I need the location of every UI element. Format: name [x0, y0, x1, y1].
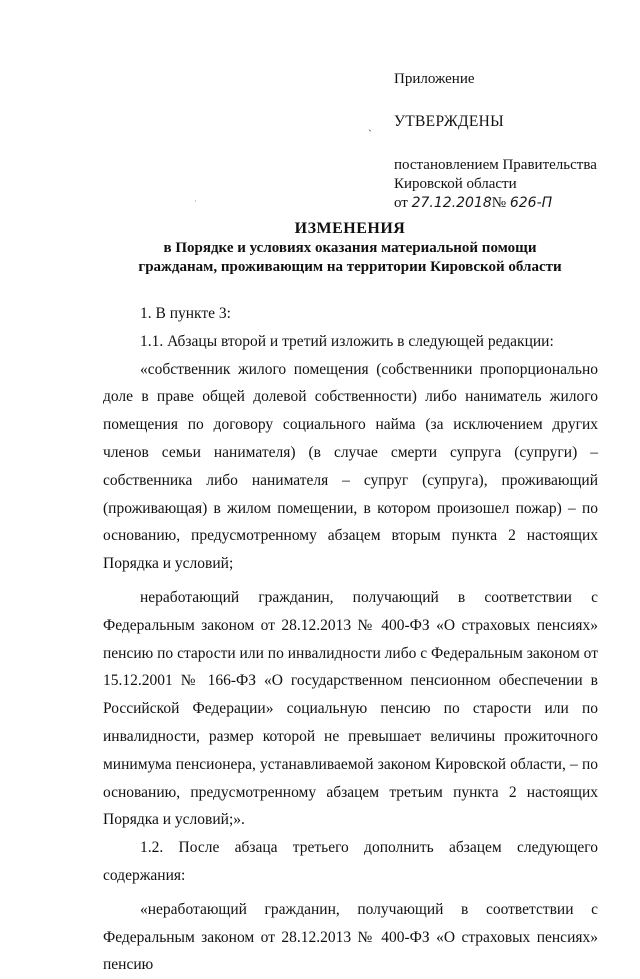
- scan-dot: ·: [194, 197, 197, 206]
- paragraph-owner: «собственник жилого помещения (собственники пропорционально доле в праве общей долевой собственности) либо наниматель жилого помещения по договору социального найма (за исключением других членов семьи нанимателя) (в случае смерти супруга (супруги) – собственника либо нанимателя – супруг (супруга), проживающий (проживающая) в жилом помещении, в котором произошел пожар) – по основанию, предусмотренному абзацем вторым пункта 2 настоящих Порядка и условий;: [103, 360, 598, 573]
- handwritten-date: 27.12.2018: [411, 195, 492, 211]
- approved-stamp-text: УТВЕРЖДЕНЫ: [394, 113, 504, 130]
- approval-block: [394, 70, 624, 213]
- decree-line-1: постановлением Правительства: [394, 157, 597, 173]
- paragraph-new-text: «неработающий гражданин, получающий в соответствии с Федеральным законом от 28.12.2013 № 400-ФЗ «О страховых пенсиях» пенсию: [103, 900, 598, 974]
- paragraph-item-1: 1. В пункте 3:: [140, 305, 231, 322]
- pen-mark: ˎ: [368, 118, 372, 132]
- handwritten-number: 626-П: [509, 195, 553, 211]
- heading-subtitle-line-1: в Порядке и условиях оказания материальной помощи: [163, 240, 537, 256]
- document-heading: [120, 219, 580, 277]
- heading-title: ИЗМЕНЕНИЯ: [294, 220, 406, 237]
- appendix-label: Приложение: [394, 71, 475, 87]
- document-body: [103, 300, 598, 979]
- heading-subtitle-line-2: гражданам, проживающим на территории Кировской области: [138, 259, 562, 275]
- date-prefix: от: [394, 195, 408, 211]
- paragraph-pensioner: неработающий гражданин, получающий в соответствии с Федеральным законом от 28.12.2013 № 400-ФЗ «О страховых пенсиях» пенсию по старости или по инвалидности либо с Федеральным законом от 15.12.2001 № 166-ФЗ «О государственном пенсионном обеспечении в Российской Федерации» социальную пенсию по старости или по инвалидности, размер которой не превышает величины прожиточного минимума пенсионера, устанавливаемой законом Кировской области, – по основанию, предусмотренному абзацем третьим пункта 2 настоящих Порядка и условий;».: [103, 588, 598, 829]
- paragraph-item-1-2: 1.2. После абзаца третьего дополнить абзацем следующего содержания:: [103, 839, 598, 884]
- number-prefix: №: [491, 195, 507, 211]
- decree-line-2: Кировской области: [394, 176, 517, 192]
- decree-date-number: [394, 194, 624, 213]
- paragraph-item-1-1: 1.1. Абзацы второй и третий изложить в следующей редакции:: [140, 332, 554, 350]
- decree-reference: [394, 156, 624, 213]
